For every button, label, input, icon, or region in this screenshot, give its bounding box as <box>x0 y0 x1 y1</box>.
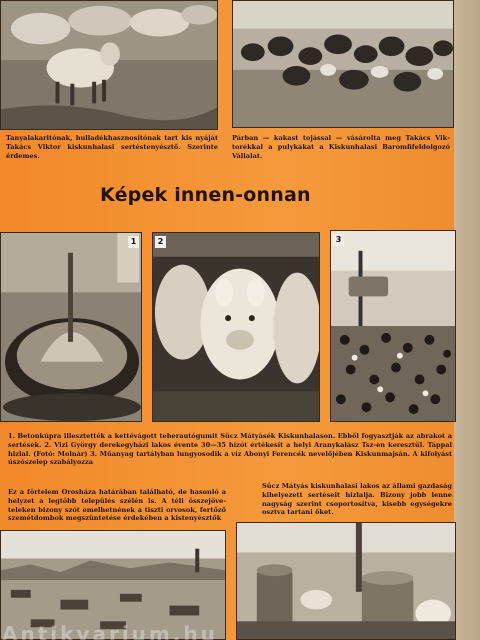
watermark: Antikvarium.hu <box>2 622 218 640</box>
page-edge <box>454 0 480 640</box>
photo-feeder-tire <box>0 232 142 422</box>
photo-pigs <box>152 232 320 422</box>
photo-turkeys <box>232 0 454 128</box>
page-headline: Képek innen-onnan <box>100 184 311 206</box>
caption-pig-pen: Sücz Mátyás kiskunhalasi lakos az állami gazdaság kihelyezett sertéseit hizlalja. Bizony jobb lenne nagyság szerint csoportosítva, kisebb egységekre osztva tartani őket. <box>262 482 452 517</box>
caption-middle-photos: 1. Betonkúpra illesztették a kettévágott teherautógumit Sücz Mátyásék Kiskunhalason. Ebből fogyasztják az abrakot a sertések. 2. Vizi György derekegyházi lakos évente 30—35 hízót értékesít a helyi Aranykalász Tsz-en keresztül. Táppal hizlal. (Fotó: Molnár) 3. Műanyag tartályban lungyosodik a víz Abonyi Ferencék nevelőjében Kiskunmajsán. A kifolyást úszószelep szabályozza <box>8 432 452 467</box>
caption-turkeys: Párban — kakast tojással — vásárolta meg Takács Viktorékkal a pulykákat a Kiskunhalasi Baromfifeldolgozó Vállalat. <box>232 134 450 160</box>
photo-sheep <box>0 0 218 130</box>
photo-chicks-tank <box>330 230 456 422</box>
photo-number-3: 3 <box>333 234 344 246</box>
caption-sheep: Tanyalakaritónak, hulladékhasznosítónak tart kis nyáját Takács Viktor kiskunhalasi sertéstenyésztő. Szerinte érdemes. <box>6 134 218 160</box>
photo-number-1: 1 <box>128 236 139 248</box>
caption-garbage-heap: Ez a förtelem Orosháza határában található, de hasonló a helyzet a legtöbb település szélén is. A téli összejöveteleken bizony szót emelhetnének a tiszti orvosok, fertőző szemétdombok megszüntetése érdekében a kistenyésztők <box>8 488 226 523</box>
photo-number-2: 2 <box>155 236 166 248</box>
